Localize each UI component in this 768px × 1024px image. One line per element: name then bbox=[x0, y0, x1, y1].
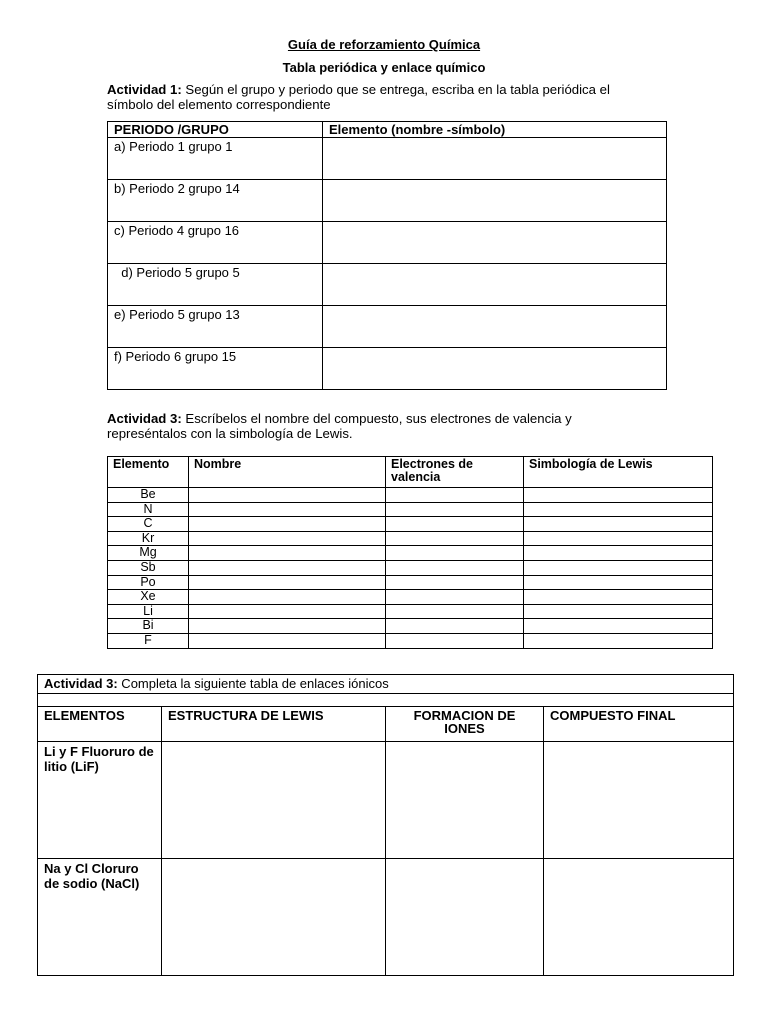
element-cell: Po bbox=[108, 575, 189, 590]
answer-cell[interactable] bbox=[524, 619, 713, 634]
element-cell: F bbox=[108, 633, 189, 648]
activity1-label: Actividad 1: bbox=[107, 82, 182, 97]
answer-cell[interactable] bbox=[323, 180, 667, 222]
answer-cell[interactable] bbox=[386, 517, 524, 532]
answer-cell[interactable] bbox=[386, 546, 524, 561]
activity2-instructions bbox=[107, 411, 647, 441]
element-cell: Kr bbox=[108, 531, 189, 546]
period-group-cell: c) Periodo 4 grupo 16 bbox=[108, 222, 323, 264]
header-elemento: Elemento bbox=[108, 457, 189, 488]
element-cell: Sb bbox=[108, 560, 189, 575]
answer-cell[interactable] bbox=[386, 633, 524, 648]
answer-cell[interactable] bbox=[189, 531, 386, 546]
answer-cell[interactable] bbox=[323, 306, 667, 348]
element-cell: Mg bbox=[108, 546, 189, 561]
activity3-instructions bbox=[38, 675, 734, 694]
answer-cell[interactable] bbox=[386, 742, 544, 859]
header-estructura-lewis: ESTRUCTURA DE LEWIS bbox=[162, 707, 386, 742]
activity2-text: Escríbelos el nombre del compuesto, sus electrones de valencia y represéntalos con la simbología de Lewis. bbox=[107, 411, 572, 441]
answer-cell[interactable] bbox=[189, 546, 386, 561]
answer-cell[interactable] bbox=[524, 517, 713, 532]
period-group-cell: f) Periodo 6 grupo 15 bbox=[108, 348, 323, 390]
answer-cell[interactable] bbox=[189, 604, 386, 619]
answer-cell[interactable] bbox=[386, 502, 524, 517]
element-cell: N bbox=[108, 502, 189, 517]
answer-cell[interactable] bbox=[524, 488, 713, 503]
page-title: Guía de reforzamiento Química bbox=[287, 37, 481, 52]
header-nombre: Nombre bbox=[189, 457, 386, 488]
answer-cell[interactable] bbox=[189, 517, 386, 532]
answer-cell[interactable] bbox=[323, 222, 667, 264]
element-cell: Be bbox=[108, 488, 189, 503]
answer-cell[interactable] bbox=[524, 604, 713, 619]
period-group-cell: a) Periodo 1 grupo 1 bbox=[108, 138, 323, 180]
answer-cell[interactable] bbox=[323, 348, 667, 390]
answer-cell[interactable] bbox=[386, 575, 524, 590]
answer-cell[interactable] bbox=[189, 560, 386, 575]
header-elemento: Elemento (nombre -símbolo) bbox=[323, 122, 667, 138]
answer-cell[interactable] bbox=[524, 633, 713, 648]
answer-cell[interactable] bbox=[189, 633, 386, 648]
activity3-text: Completa la siguiente tabla de enlaces iónicos bbox=[117, 676, 389, 691]
ionic-bonds-table bbox=[37, 674, 734, 976]
lewis-table bbox=[107, 456, 713, 649]
answer-cell[interactable] bbox=[524, 531, 713, 546]
answer-cell[interactable] bbox=[386, 531, 524, 546]
activity1-text: Según el grupo y periodo que se entrega, escriba en la tabla periódica el símbolo del elemento correspondiente bbox=[107, 82, 610, 112]
answer-cell[interactable] bbox=[386, 859, 544, 976]
answer-cell[interactable] bbox=[323, 138, 667, 180]
answer-cell[interactable] bbox=[524, 575, 713, 590]
answer-cell[interactable] bbox=[189, 619, 386, 634]
page-subtitle: Tabla periódica y enlace químico bbox=[282, 60, 486, 75]
answer-cell[interactable] bbox=[386, 590, 524, 605]
header-formacion-iones: FORMACION DE IONES bbox=[386, 707, 544, 742]
header-simbologia: Simbología de Lewis bbox=[524, 457, 713, 488]
element-cell: Xe bbox=[108, 590, 189, 605]
activity1-instructions bbox=[107, 82, 627, 112]
answer-cell[interactable] bbox=[189, 590, 386, 605]
answer-cell[interactable] bbox=[544, 742, 734, 859]
activity3-label: Actividad 3: bbox=[44, 676, 118, 691]
period-group-cell: e) Periodo 5 grupo 13 bbox=[108, 306, 323, 348]
answer-cell[interactable] bbox=[524, 560, 713, 575]
answer-cell[interactable] bbox=[544, 859, 734, 976]
header-electrones: Electrones de valencia bbox=[386, 457, 524, 488]
answer-cell[interactable] bbox=[386, 488, 524, 503]
answer-cell[interactable] bbox=[524, 502, 713, 517]
answer-cell[interactable] bbox=[524, 546, 713, 561]
answer-cell[interactable] bbox=[189, 502, 386, 517]
period-group-cell: d) Periodo 5 grupo 5 bbox=[108, 264, 323, 306]
elements-cell: Li y F Fluoruro de litio (LiF) bbox=[38, 742, 162, 859]
periodic-table-activity bbox=[107, 121, 667, 390]
element-cell: C bbox=[108, 517, 189, 532]
answer-cell[interactable] bbox=[162, 742, 386, 859]
header-periodo-grupo: PERIODO /GRUPO bbox=[108, 122, 323, 138]
elements-cell: Na y Cl Cloruro de sodio (NaCl) bbox=[38, 859, 162, 976]
answer-cell[interactable] bbox=[189, 575, 386, 590]
answer-cell[interactable] bbox=[162, 859, 386, 976]
spacer-row bbox=[38, 694, 734, 707]
activity2-label: Actividad 3: bbox=[107, 411, 182, 426]
answer-cell[interactable] bbox=[189, 488, 386, 503]
period-group-cell: b) Periodo 2 grupo 14 bbox=[108, 180, 323, 222]
header-compuesto-final: COMPUESTO FINAL bbox=[544, 707, 734, 742]
answer-cell[interactable] bbox=[386, 604, 524, 619]
answer-cell[interactable] bbox=[386, 619, 524, 634]
answer-cell[interactable] bbox=[386, 560, 524, 575]
header-elementos: ELEMENTOS bbox=[38, 707, 162, 742]
answer-cell[interactable] bbox=[323, 264, 667, 306]
answer-cell[interactable] bbox=[524, 590, 713, 605]
element-cell: Li bbox=[108, 604, 189, 619]
element-cell: Bi bbox=[108, 619, 189, 634]
